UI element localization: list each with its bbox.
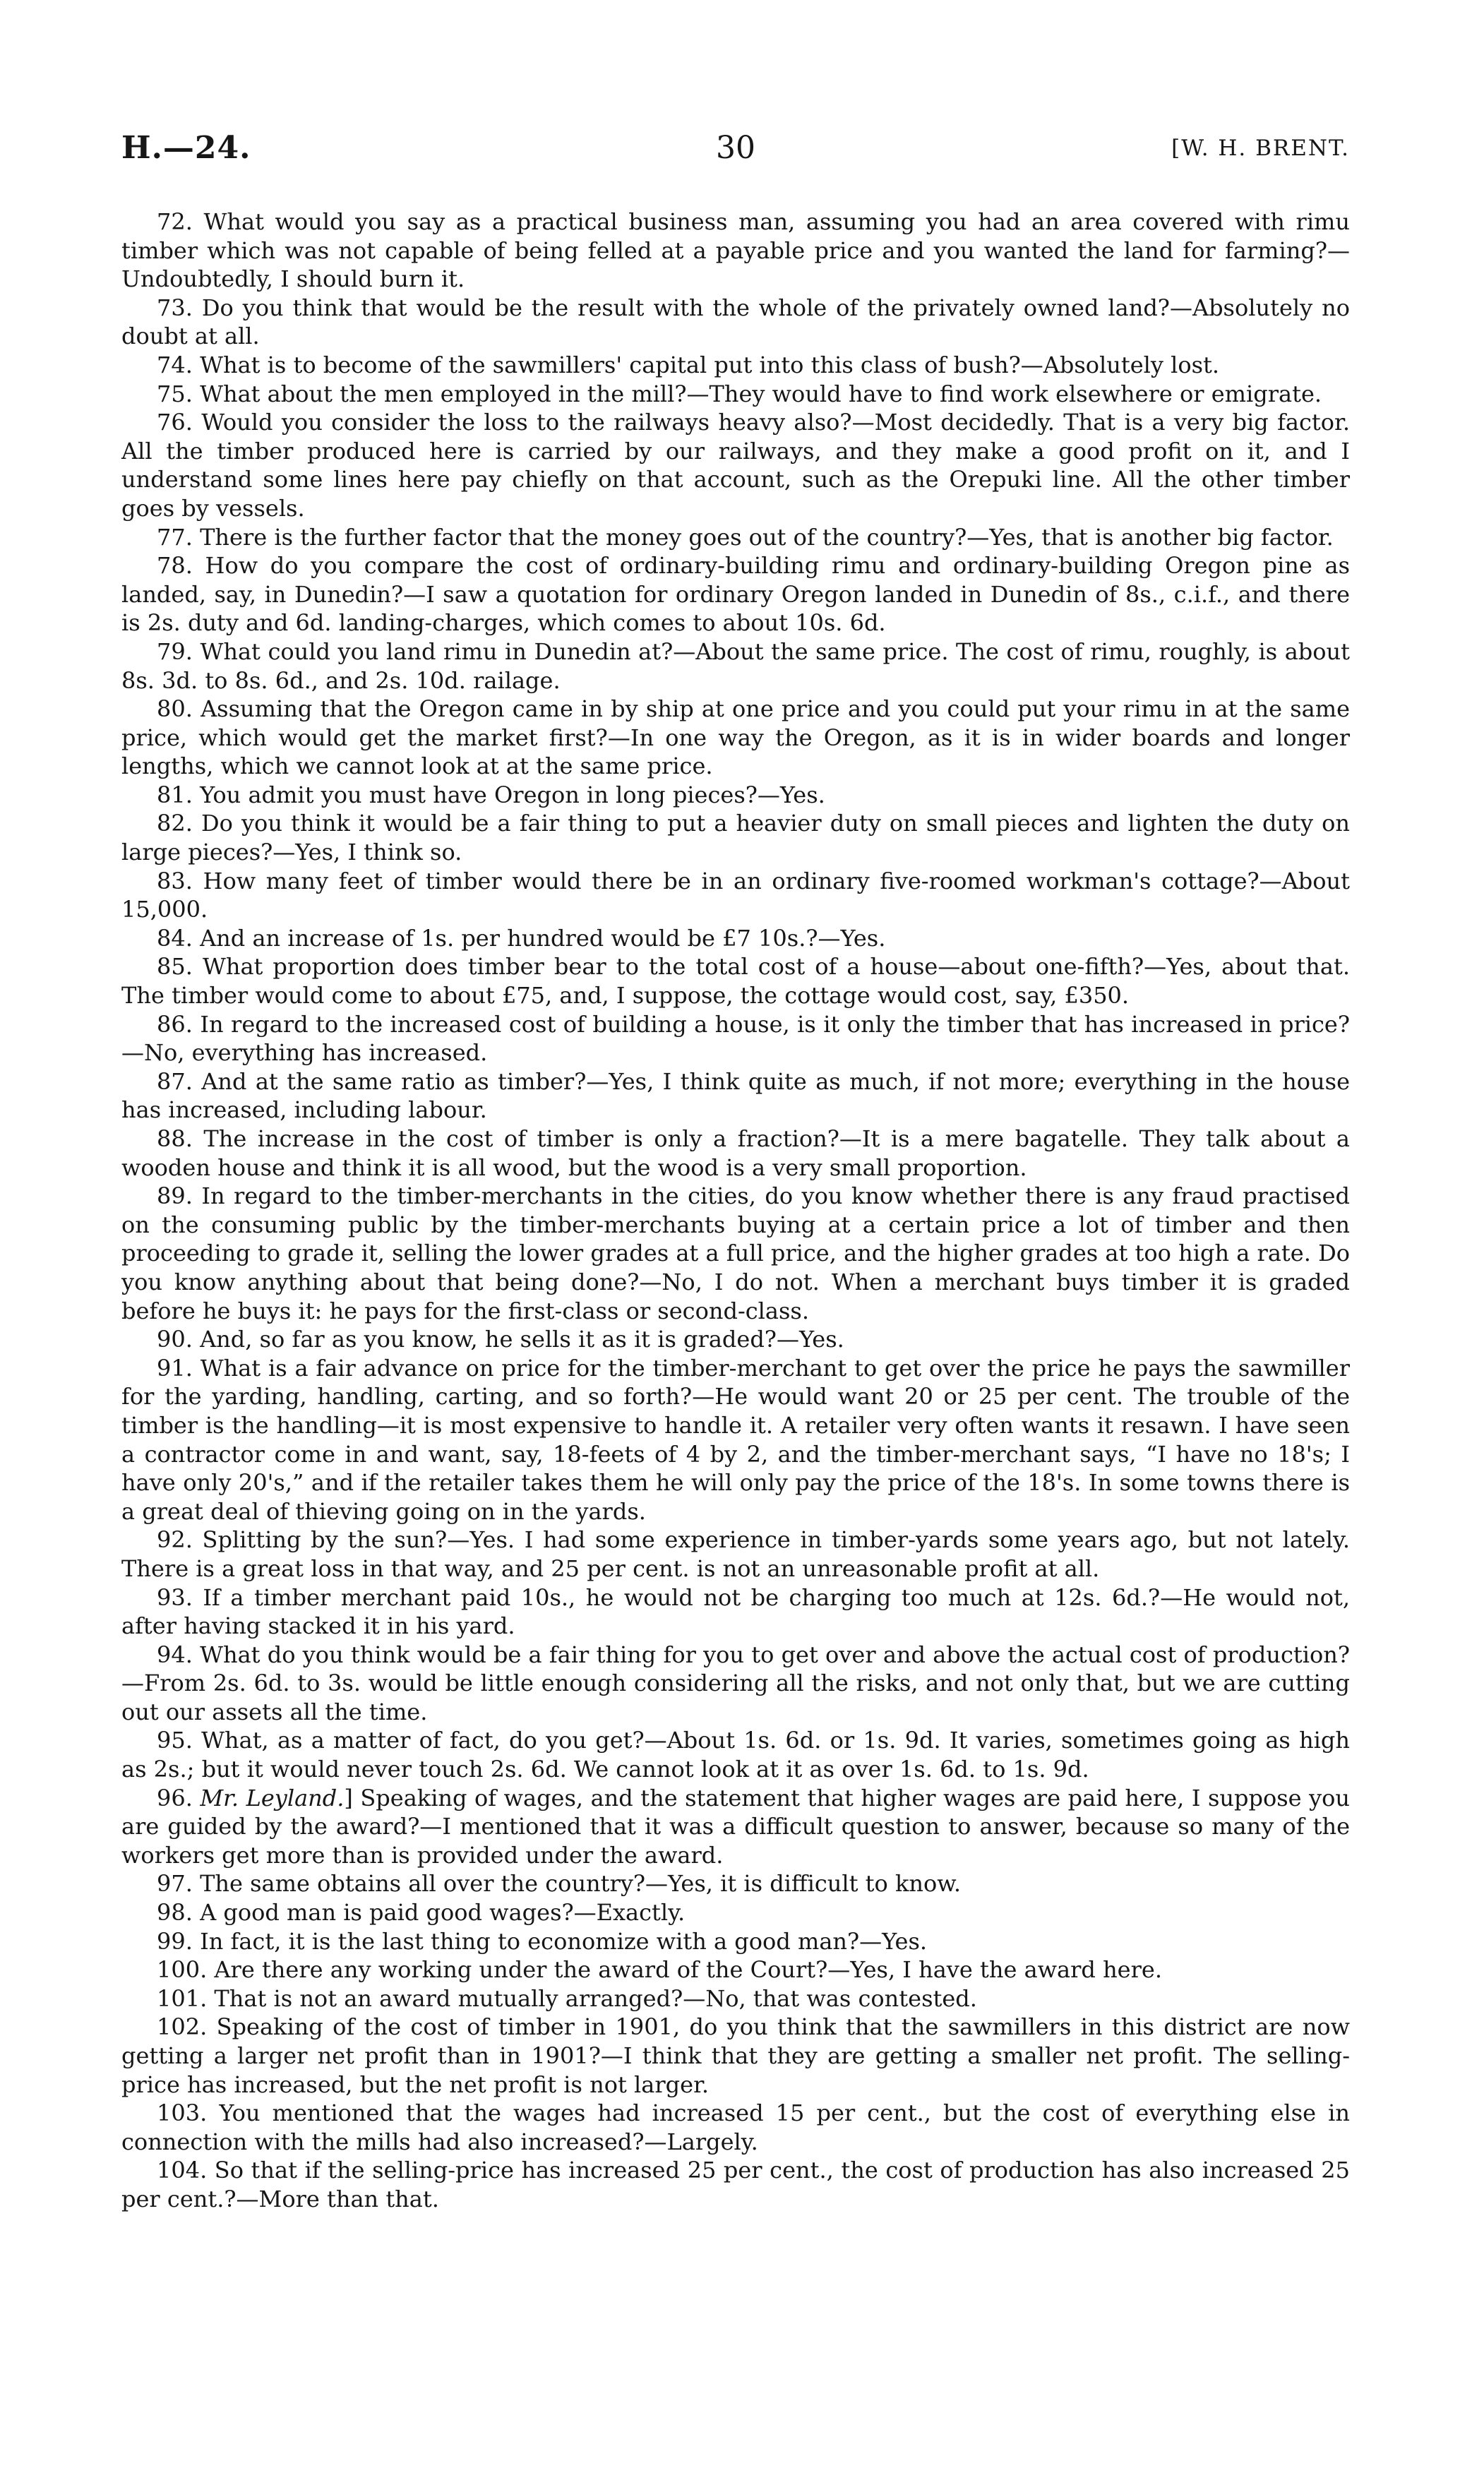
paragraph-87: 87. And at the same ratio as timber?—Yes, I think quite as much, if not more; everything in the house has increased, including labour. bbox=[121, 1067, 1350, 1124]
paragraph-101: 101. That is not an award mutually arranged?—No, that was contested. bbox=[157, 1984, 977, 2012]
paragraph-104: 104. So that if the selling-price has increased 25 per cent., the cost of production has also increased 25 per cent.?—More than that. bbox=[121, 2157, 1350, 2212]
paragraph-91: 91. What is a fair advance on price for the timber-merchant to get over the price he pays the sawmiller for the yarding, handling, carting, and so forth?—He would want 20 or 25 per cent. The trouble of the timber is the handling—it is most expensive to handle it. A retailer very often wants it resawn. I have seen a contractor come in and want, say, 18-feets of 4 by 2, and the timber-merchant says, “I have no 18's; I have only 20's,” and if the retailer takes them he will only pay the price of the 18's. In some towns there is a great deal of thieving going on in the yards. bbox=[121, 1354, 1350, 1525]
page-number: 30 bbox=[716, 130, 755, 166]
paragraph-99: 99. In fact, it is the last thing to economize with a good man?—Yes. bbox=[157, 1927, 928, 1955]
question-number: 96. bbox=[157, 1784, 193, 1811]
witness-name: [W. H. BRENT. bbox=[1171, 136, 1350, 161]
paragraph-92: 92. Splitting by the sun?—Yes. I had some experience in timber-yards some years ago, but not lately. There is a great loss in that way, and 25 per cent. is not an unreasonable profit at all. bbox=[121, 1526, 1350, 1582]
paper-reference: H.—24. bbox=[121, 130, 251, 166]
paragraph-96 bbox=[121, 1784, 1350, 1870]
paragraph-88: 88. The increase in the cost of timber is only a fraction?—It is a mere bagatelle. They talk about a wooden house and think it is all wood, but the wood is a very small proportion. bbox=[121, 1125, 1350, 1181]
paragraph-98: 98. A good man is paid good wages?—Exactly. bbox=[157, 1899, 686, 1927]
evidence-text bbox=[121, 208, 1350, 2214]
paragraph-97: 97. The same obtains all over the country?—Yes, it is difficult to know. bbox=[157, 1870, 961, 1898]
paragraph-75: 75. What about the men employed in the mill?—They would have to find work elsewhere or emigrate. bbox=[157, 380, 1322, 407]
paragraph-90: 90. And, so far as you know, he sells it as it is graded?—Yes. bbox=[157, 1326, 844, 1353]
paragraph-80: 80. Assuming that the Oregon came in by ship at one price and you could put your rimu in at the same price, which would get the market first?—In one way the Oregon, as it is in wider boards and longer lengths, which we cannot look at at the same price. bbox=[121, 695, 1350, 780]
paragraph-102: 102. Speaking of the cost of timber in 1901, do you think that the sawmillers in this district are now getting a larger net profit than in 1901?—I think that they are getting a smaller net profit. The selling-price has increased, but the net profit is not larger. bbox=[121, 2013, 1350, 2098]
paragraph-96-text: ] Speaking of wages, and the statement that higher wages are paid here, I suppose you are guided by the award?—I mentioned that it was a difficult question to answer, because so many of the workers get more than is provided under the award. bbox=[121, 1784, 1351, 1869]
paragraph-77: 77. There is the further factor that the money goes out of the country?—Yes, that is another big factor. bbox=[157, 523, 1334, 551]
paragraph-81: 81. You admit you must have Oregon in long pieces?—Yes. bbox=[157, 781, 825, 808]
paragraph-94: 94. What do you think would be a fair thing for you to get over and above the actual cost of production?—From 2s. 6d. to 3s. would be little enough considering all the risks, and not only that, but we are cutting out our assets all the time. bbox=[121, 1641, 1350, 1725]
paragraph-85: 85. What proportion does timber bear to the total cost of a house—about one-fifth?—Yes, about that. The timber would come to about £75, and, I suppose, the cottage would cost, say, £350. bbox=[121, 953, 1350, 1010]
paragraph-100: 100. Are there any working under the award of the Court?—Yes, I have the award here. bbox=[157, 1956, 1163, 1984]
paragraph-78: 78. How do you compare the cost of ordinary-building rimu and ordinary-building Oregon pine as landed, say, in Dunedin?—I saw a quotation for ordinary Oregon landed in Dunedin of 8s., c.i.f., and there is 2s. duty and 6d. landing-charges, which comes to about 10s. 6d. bbox=[121, 552, 1350, 637]
paragraph-74: 74. What is to become of the sawmillers' capital put into this class of bush?—Absolutely lost. bbox=[157, 351, 1220, 378]
speaker-name: Mr. Leyland. bbox=[200, 1784, 345, 1811]
paragraph-82: 82. Do you think it would be a fair thing to put a heavier duty on small pieces and lighten the duty on large pieces?—Yes, I think so. bbox=[121, 810, 1350, 866]
paragraph-93: 93. If a timber merchant paid 10s., he would not be charging too much at 12s. 6d.?—He would not, after having stacked it in his yard. bbox=[121, 1583, 1350, 1640]
page-header bbox=[121, 130, 1350, 179]
paragraph-103: 103. You mentioned that the wages had increased 15 per cent., but the cost of everything else in connection with the mills had also increased?—Largely. bbox=[121, 2099, 1350, 2155]
paragraph-84: 84. And an increase of 1s. per hundred would be £7 10s.?—Yes. bbox=[157, 924, 886, 952]
paragraph-95: 95. What, as a matter of fact, do you get?—About 1s. 6d. or 1s. 9d. It varies, sometimes going as high as 2s.; but it would never touch 2s. 6d. We cannot look at it as over 1s. 6d. to 1s. 9d. bbox=[121, 1727, 1350, 1783]
paragraph-89: 89. In regard to the timber-merchants in the cities, do you know whether there is any fraud practised on the consuming public by the timber-merchants buying at a certain price a lot of timber and then proceeding to grade it, selling the lower grades at a full price, and the higher grades at too high a rate. Do you know anything about that being done?—No, I do not. When a merchant buys timber it is graded before he buys it: he pays for the first-class or second-class. bbox=[121, 1182, 1350, 1324]
paragraph-86: 86. In regard to the increased cost of building a house, is it only the timber that has increased in price?—No, everything has increased. bbox=[121, 1010, 1350, 1067]
paragraph-83: 83. How many feet of timber would there be in an ordinary five-roomed workman's cottage?—About 15,000. bbox=[121, 867, 1350, 923]
paragraph-72: 72. What would you say as a practical business man, assuming you had an area covered with rimu timber which was not capable of being felled at a payable price and you wanted the land for farming?—Undoubtedly, I should burn it. bbox=[121, 208, 1350, 293]
paragraph-73: 73. Do you think that would be the result with the whole of the privately owned land?—Absolutely no doubt at all. bbox=[121, 294, 1350, 350]
paragraph-76: 76. Would you consider the loss to the railways heavy also?—Most decidedly. That is a very big factor. All the timber produced here is carried by our railways, and they make a good profit on it, and I understand some lines here pay chiefly on that account, such as the Orepuki line. All the other timber goes by vessels. bbox=[121, 409, 1350, 522]
paragraph-79: 79. What could you land rimu in Dunedin at?—About the same price. The cost of rimu, roughly, is about 8s. 3d. to 8s. 6d., and 2s. 10d. railage. bbox=[121, 637, 1350, 694]
document-page bbox=[121, 130, 1350, 2214]
